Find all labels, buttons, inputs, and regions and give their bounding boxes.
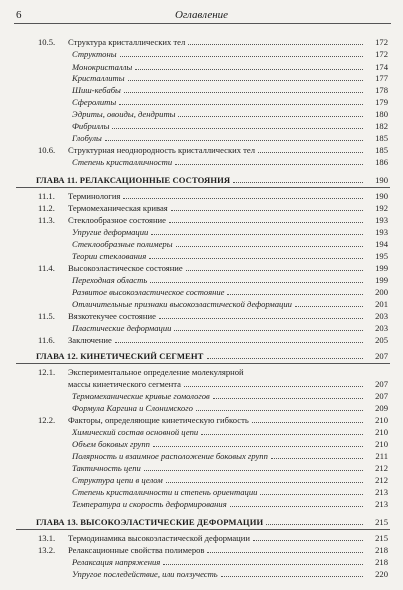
dot-leader bbox=[124, 92, 363, 93]
toc-section bbox=[0, 190, 403, 202]
toc-title: Термодинамика высокоэластической деформации bbox=[68, 533, 250, 543]
toc-subsection bbox=[0, 84, 403, 96]
chapter-rule bbox=[16, 529, 390, 530]
toc-chapter bbox=[0, 350, 403, 362]
toc-section bbox=[0, 366, 403, 378]
toc-title: Развитое высокоэластическое состояние bbox=[72, 287, 225, 297]
toc-page-number: 212 bbox=[375, 475, 388, 485]
chapter-rule bbox=[16, 363, 390, 364]
toc-title: массы кинетического сегмента bbox=[68, 379, 181, 389]
toc-chapter bbox=[0, 174, 403, 186]
dot-leader bbox=[171, 210, 363, 211]
header-rule bbox=[14, 23, 391, 24]
toc-page-number: 207 bbox=[375, 351, 388, 361]
toc-page-number: 210 bbox=[375, 427, 388, 437]
toc-section bbox=[0, 310, 403, 322]
toc-title: Глобулы bbox=[72, 133, 102, 143]
toc-page-number: 218 bbox=[375, 557, 388, 567]
toc-subsection bbox=[0, 556, 403, 568]
dot-leader bbox=[178, 116, 363, 117]
toc-page-number: 174 bbox=[375, 62, 388, 72]
toc-page-number: 215 bbox=[375, 533, 388, 543]
dot-leader bbox=[149, 258, 363, 259]
dot-leader bbox=[252, 422, 363, 423]
dot-leader bbox=[213, 398, 363, 399]
toc-number: 11.5. bbox=[38, 311, 55, 321]
dot-leader bbox=[175, 164, 363, 165]
toc-subsection bbox=[0, 322, 403, 334]
toc-subsection bbox=[0, 286, 403, 298]
toc-page-number: 205 bbox=[375, 335, 388, 345]
page-number: 6 bbox=[16, 9, 22, 21]
toc-section bbox=[0, 36, 403, 48]
toc-page-number: 193 bbox=[375, 227, 388, 237]
dot-leader bbox=[266, 524, 363, 525]
dot-leader bbox=[201, 434, 363, 435]
toc-page-number: 195 bbox=[375, 251, 388, 261]
toc-section bbox=[0, 414, 403, 426]
dot-leader bbox=[258, 152, 363, 153]
toc-title: Стеклообразное состояние bbox=[68, 215, 166, 225]
toc-page-number: 177 bbox=[375, 73, 388, 83]
toc-subsection bbox=[0, 426, 403, 438]
toc-title: Упругое последействие, или ползучесть bbox=[72, 569, 218, 579]
dot-leader bbox=[207, 358, 363, 359]
toc-page-number: 182 bbox=[375, 121, 388, 131]
dot-leader bbox=[166, 482, 363, 483]
dot-leader bbox=[112, 128, 363, 129]
dot-leader bbox=[186, 270, 363, 271]
dot-leader bbox=[230, 506, 363, 507]
toc-number: 12.2. bbox=[38, 415, 56, 425]
dot-leader bbox=[144, 470, 363, 471]
toc-page-number: 178 bbox=[375, 85, 388, 95]
toc-number: 11.1. bbox=[38, 191, 55, 201]
toc-subsection bbox=[0, 462, 403, 474]
toc-title: Объем боковых групп bbox=[72, 439, 150, 449]
dot-leader bbox=[227, 294, 363, 295]
toc-title: Пластические деформации bbox=[72, 323, 172, 333]
toc-page-number: 194 bbox=[375, 239, 388, 249]
toc-page-number: 172 bbox=[375, 37, 388, 47]
toc-subsection bbox=[0, 438, 403, 450]
toc-subsection bbox=[0, 238, 403, 250]
toc-page-number: 186 bbox=[375, 157, 388, 167]
toc-title: Терминология bbox=[68, 191, 121, 201]
toc-page-number: 199 bbox=[375, 275, 388, 285]
chapter-rule bbox=[16, 187, 390, 188]
toc-page-number: 207 bbox=[375, 379, 388, 389]
toc-page-number: 201 bbox=[375, 299, 388, 309]
toc-title: Теории стеклования bbox=[72, 251, 147, 261]
toc-page-number: 218 bbox=[375, 545, 388, 555]
toc-title: Кристаллиты bbox=[72, 73, 125, 83]
toc-subsection bbox=[0, 486, 403, 498]
toc-subsection bbox=[0, 450, 403, 462]
toc-subsection bbox=[0, 568, 403, 580]
toc-title: ГЛАВА 13. ВЫСОКОЭЛАСТИЧЕСКИЕ ДЕФОРМАЦИИ bbox=[36, 517, 264, 527]
dot-leader bbox=[115, 342, 363, 343]
toc-title: Температура и скорость деформирования bbox=[72, 499, 227, 509]
toc-title: Переходная область bbox=[72, 275, 148, 285]
toc-title: Факторы, определяющие кинетическую гибкость bbox=[68, 415, 249, 425]
toc-title: Тактичность цепи bbox=[72, 463, 141, 473]
dot-leader bbox=[221, 576, 363, 577]
toc-section bbox=[0, 544, 403, 556]
toc-title: Экспериментальное определение молекулярной bbox=[68, 367, 244, 377]
toc-title: Высокоэластическое состояние bbox=[68, 263, 183, 273]
toc-title: Структура кристаллических тел bbox=[68, 37, 186, 47]
toc-title: Формула Каргина и Слонимского bbox=[72, 403, 193, 413]
dot-leader bbox=[123, 198, 363, 199]
toc-title: Химический состав основной цепи bbox=[72, 427, 199, 437]
dot-leader bbox=[128, 80, 363, 81]
toc-page-number: 200 bbox=[375, 287, 388, 297]
toc-subsection bbox=[0, 156, 403, 168]
toc-title: Структурная неоднородность кристаллических тел bbox=[68, 145, 256, 155]
toc-title: Фибриллы bbox=[72, 121, 110, 131]
dot-leader bbox=[188, 44, 363, 45]
dot-leader bbox=[105, 140, 363, 141]
toc-page-number: 179 bbox=[375, 97, 388, 107]
toc-subsection bbox=[0, 226, 403, 238]
toc-title: Сферолиты bbox=[72, 97, 117, 107]
toc-subsection bbox=[0, 250, 403, 262]
dot-leader bbox=[120, 56, 363, 57]
toc-subsection bbox=[0, 48, 403, 60]
dot-leader bbox=[184, 386, 363, 387]
toc-subsection bbox=[0, 96, 403, 108]
toc-page-number: 203 bbox=[375, 323, 388, 333]
toc-page-number: 180 bbox=[375, 109, 388, 119]
toc-chapter bbox=[0, 516, 403, 528]
dot-leader bbox=[233, 182, 363, 183]
toc-title: Степень кристалличности и степень ориентации bbox=[72, 487, 258, 497]
running-header-title: Оглавление bbox=[174, 9, 229, 21]
toc-page-number: 193 bbox=[375, 215, 388, 225]
dot-leader bbox=[253, 540, 363, 541]
dot-leader bbox=[207, 552, 363, 553]
toc-title: Термомеханические кривые гомологов bbox=[72, 391, 210, 401]
toc-number: 13.1. bbox=[38, 533, 56, 543]
toc-page-number: 172 bbox=[375, 49, 388, 59]
toc-title: Структура цепи в целом bbox=[72, 475, 163, 485]
toc-section bbox=[0, 202, 403, 214]
dot-leader bbox=[271, 458, 363, 459]
toc-page-number: 190 bbox=[375, 191, 388, 201]
dot-leader bbox=[169, 222, 363, 223]
toc-subsection bbox=[0, 132, 403, 144]
toc-page-number: 192 bbox=[375, 203, 388, 213]
toc-page-number: 210 bbox=[375, 439, 388, 449]
toc-title: Структоны bbox=[72, 49, 117, 59]
toc-section bbox=[0, 214, 403, 226]
toc-number: 11.2. bbox=[38, 203, 55, 213]
toc-subsection bbox=[0, 390, 403, 402]
dot-leader bbox=[135, 69, 363, 70]
toc-title: Отличительные признаки высокоэластической деформации bbox=[72, 299, 292, 309]
dot-leader bbox=[150, 282, 363, 283]
toc-title: Вязкотекучее состояние bbox=[68, 311, 156, 321]
toc-page-number: 213 bbox=[375, 487, 388, 497]
dot-leader bbox=[295, 306, 363, 307]
toc-subsection bbox=[0, 120, 403, 132]
toc-title: ГЛАВА 11. РЕЛАКСАЦИОННЫЕ СОСТОЯНИЯ bbox=[36, 175, 231, 185]
toc-number: 10.6. bbox=[38, 145, 56, 155]
toc-section bbox=[0, 262, 403, 274]
toc-page-number: 220 bbox=[375, 569, 388, 579]
toc-title: ГЛАВА 12. КИНЕТИЧЕСКИЙ СЕГМЕНТ bbox=[36, 351, 204, 361]
dot-leader bbox=[153, 446, 363, 447]
toc-number: 11.3. bbox=[38, 215, 55, 225]
toc-subsection bbox=[0, 274, 403, 286]
toc-title: Монокристаллы bbox=[72, 62, 133, 72]
dot-leader bbox=[163, 564, 363, 565]
toc-subsection bbox=[0, 108, 403, 120]
toc-title: Степень кристалличности bbox=[72, 157, 173, 167]
toc-page-number: 185 bbox=[375, 145, 388, 155]
toc-subsection bbox=[0, 72, 403, 84]
toc-page-number: 215 bbox=[375, 517, 388, 527]
toc-page-number: 211 bbox=[375, 451, 388, 461]
toc-subsection bbox=[0, 474, 403, 486]
toc-section bbox=[0, 334, 403, 346]
toc-page-number: 207 bbox=[375, 391, 388, 401]
toc-subsection bbox=[0, 498, 403, 510]
toc-section bbox=[0, 378, 403, 390]
dot-leader bbox=[119, 104, 363, 105]
dot-leader bbox=[174, 330, 363, 331]
dot-leader bbox=[260, 494, 363, 495]
dot-leader bbox=[159, 318, 363, 319]
toc-page-number: 209 bbox=[375, 403, 388, 413]
toc-title: Заключение bbox=[68, 335, 112, 345]
toc-title: Упругие деформации bbox=[72, 227, 149, 237]
toc-page-number: 190 bbox=[375, 175, 388, 185]
toc-page-number: 212 bbox=[375, 463, 388, 473]
toc-page-number: 185 bbox=[375, 133, 388, 143]
toc-page-number: 210 bbox=[375, 415, 388, 425]
dot-leader bbox=[151, 234, 363, 235]
toc-page-number: 199 bbox=[375, 263, 388, 273]
toc-subsection bbox=[0, 298, 403, 310]
toc-number: 11.4. bbox=[38, 263, 55, 273]
toc-title: Термомеханическая кривая bbox=[68, 203, 168, 213]
toc-subsection bbox=[0, 402, 403, 414]
toc-number: 11.6. bbox=[38, 335, 55, 345]
toc-page-number: 213 bbox=[375, 499, 388, 509]
toc-title: Стеклообразные полимеры bbox=[72, 239, 173, 249]
toc-page-number: 203 bbox=[375, 311, 388, 321]
dot-leader bbox=[176, 246, 363, 247]
toc-title: Эдриты, овоиды, дендриты bbox=[72, 109, 176, 119]
toc-title: Релаксационные свойства полимеров bbox=[68, 545, 205, 555]
toc-title: Шиш-кебабы bbox=[72, 85, 121, 95]
toc-number: 12.1. bbox=[38, 367, 56, 377]
toc-number: 10.5. bbox=[38, 37, 56, 47]
toc-section bbox=[0, 532, 403, 544]
toc-title: Полярность и взаимное расположение боковых групп bbox=[72, 451, 268, 461]
dot-leader bbox=[196, 410, 363, 411]
toc-number: 13.2. bbox=[38, 545, 56, 555]
toc-title: Релаксация напряжения bbox=[72, 557, 161, 567]
toc-section bbox=[0, 144, 403, 156]
